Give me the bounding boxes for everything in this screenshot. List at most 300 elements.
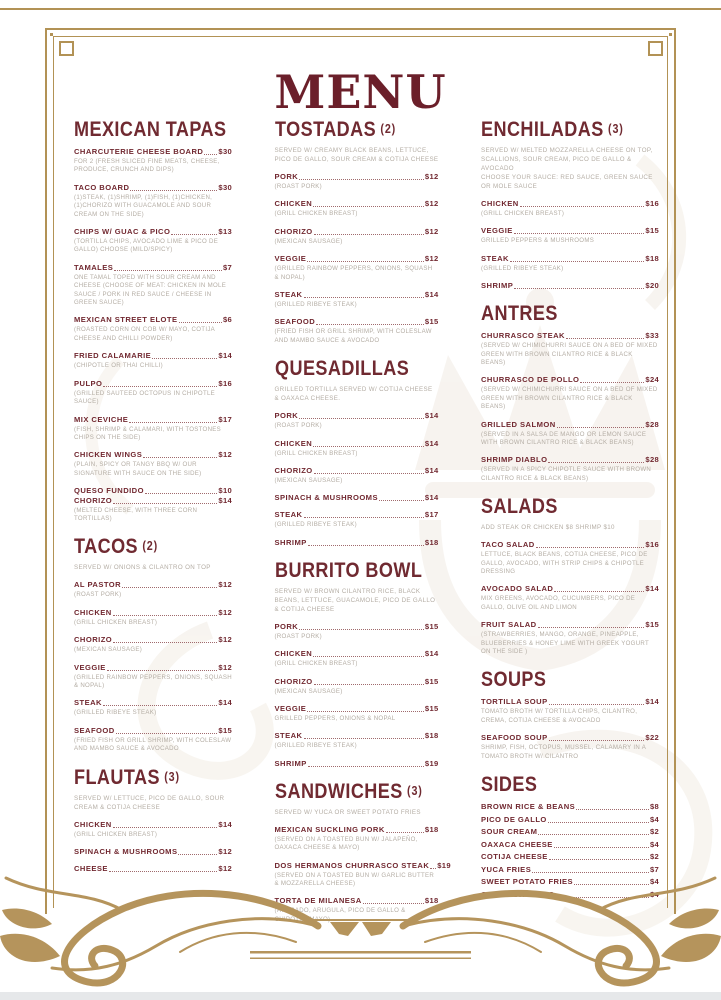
item-price: $12: [218, 607, 232, 617]
dotted-leader: [145, 493, 217, 494]
item-name: MEXICAN STREET ELOTE: [74, 315, 178, 325]
item-row: [74, 635, 232, 644]
dotted-leader: [549, 859, 649, 860]
menu-item-steak: [275, 731, 439, 750]
item-desc: (1)STEAK, (1)SHRIMP, (1)FISH, (1)CHICKEN, (1)CHORIZO WITH GUACAMOLE AND SOUR CREAM ON THE SIDE): [74, 193, 213, 218]
item-name: BROWN RICE & BEANS: [481, 802, 576, 812]
item-price: $13: [218, 227, 232, 237]
item-price: $15: [424, 676, 439, 686]
item-name: YUCA FRIES: [481, 864, 532, 874]
menu-item-chorizo: [275, 227, 439, 246]
item-row: [74, 379, 232, 388]
section-heading: [481, 302, 634, 326]
item-desc: (STRAWBERRIES, MANGO, ORANGE, PINEAPPLE, BLUEBERRIES & HONEY LIME WITH GREEK YOGURT ON THE SIDE ): [481, 631, 649, 656]
menu-item-chorizo: [74, 635, 232, 654]
dotted-leader: [129, 422, 217, 423]
item-price: $18: [645, 253, 659, 263]
menu-item-steak: [481, 254, 659, 273]
item-row: [481, 375, 659, 384]
item-name: AL PASTOR: [74, 580, 122, 590]
item-row: [74, 183, 232, 192]
item-price: $15: [218, 725, 232, 735]
menu-item-pork: [275, 411, 439, 430]
item-desc: (GRILL CHICKEN BREAST): [74, 618, 158, 626]
item-price: $15: [424, 703, 439, 713]
section-intro-line: GRILLED TORTILLA SERVED W/ COTIJA CHEESE & OAXACA CHEESE.: [274, 386, 433, 403]
item-row: [74, 315, 232, 324]
item-row: [275, 172, 439, 181]
menu-item-mix-ceviche: [74, 415, 232, 443]
item-name: PORK: [274, 171, 299, 181]
menu-item-tortilla-soup: [481, 697, 659, 725]
dotted-leader: [307, 261, 424, 262]
item-desc: (ROASTED CORN ON COB W/ MAYO, COTIJA CHEESE AND CHILLI POWDER): [74, 326, 215, 342]
item-row: [481, 540, 659, 549]
menu-item-pulpo: [74, 379, 232, 407]
menu-item-chicken: [275, 199, 439, 218]
item-price: $14: [424, 438, 439, 448]
item-price: $4: [649, 814, 659, 824]
dotted-leader: [143, 457, 217, 458]
section-count: (3): [406, 783, 423, 798]
dotted-leader: [313, 206, 424, 207]
item-name: CHORIZO: [74, 495, 113, 505]
menu-item-taco-board: [74, 183, 232, 219]
dotted-leader: [549, 704, 645, 705]
item-name: CHORIZO: [274, 676, 313, 686]
item-name: GRILLED SALMON: [481, 419, 556, 429]
section-heading: [274, 779, 423, 804]
menu-item-avocado-salad: [481, 584, 659, 612]
dotted-leader: [580, 382, 644, 383]
section-heading-text: SALADS: [481, 495, 558, 519]
menu-item-pork: [275, 172, 439, 191]
item-price: $2: [649, 852, 659, 862]
item-desc: (GRILL CHICKEN BREAST): [274, 660, 358, 668]
dotted-leader: [171, 234, 217, 235]
section-heading-text: TOSTADAS: [274, 118, 376, 141]
item-name: SHRIMP: [481, 281, 514, 291]
section-intro: [481, 524, 659, 533]
item-price: $12: [424, 254, 439, 264]
dotted-leader: [314, 234, 424, 235]
menu-item-steak: [275, 510, 439, 529]
menu-item-churrasco-steak: [481, 331, 659, 367]
item-name: STEAK: [274, 510, 303, 520]
section-antres: [481, 302, 659, 483]
item-name: CHICKEN: [481, 198, 519, 208]
item-price: $14: [424, 290, 439, 299]
item-row: [481, 331, 659, 340]
item-price: $20: [645, 281, 659, 291]
menu-item-chorizo: [74, 496, 232, 524]
section-intro-line: CHOOSE YOUR SAUCE: RED SAUCE, GREEN SAUCE OR MOLE SAUCE: [481, 173, 653, 190]
item-name: CHORIZO: [74, 635, 113, 645]
item-desc: (MEXICAN SAUSAGE): [74, 646, 143, 654]
item-name: CHICKEN: [74, 607, 112, 617]
dotted-leader: [554, 847, 649, 848]
item-name: PORK: [274, 411, 299, 421]
menu-item-chorizo: [275, 466, 439, 485]
item-row: [481, 840, 659, 849]
dotted-leader: [113, 503, 217, 504]
dotted-leader: [204, 154, 217, 155]
menu-item-grilled-salmon: [481, 420, 659, 448]
item-price: $19: [424, 758, 439, 768]
item-name: CORN TORTILLAS: [481, 889, 555, 899]
item-desc: (SERVED W/ CHIMICHURRI SAUCE ON A BED OF MIXED GREEN WITH BROWN CILANTRO RICE & BLACK BEANS): [481, 342, 658, 366]
section-intro-line: SERVED W/ CREAMY BLACK BEANS, LETTUCE, PICO DE GALLO, SOUR CREAM & COTIJA CHEESE: [274, 147, 439, 163]
item-price: $30: [218, 182, 232, 192]
item-row: [275, 622, 439, 631]
item-name: QUESO FUNDIDO: [74, 486, 144, 496]
item-name: CHICKEN: [274, 438, 313, 448]
bottom-flourish-ornament: [0, 871, 721, 992]
item-name: VEGGIE: [274, 703, 307, 713]
dotted-leader: [109, 871, 217, 872]
item-price: $16: [645, 198, 659, 208]
item-row: [74, 820, 232, 829]
menu-column-center: [274, 118, 451, 936]
item-name: CHARCUTERIE CHEESE BOARD: [74, 147, 204, 156]
menu-item-veggie: [275, 254, 439, 282]
dotted-leader: [510, 261, 644, 262]
item-price: $4: [649, 889, 659, 899]
item-row: [275, 466, 439, 475]
item-name: SWEET POTATO FRIES: [481, 877, 574, 887]
section-heading-text: FLAUTAS: [74, 765, 160, 789]
dotted-leader: [538, 834, 649, 835]
item-row: [275, 704, 439, 713]
dotted-leader: [386, 832, 424, 833]
item-row: [74, 351, 232, 360]
dotted-leader: [548, 822, 649, 823]
item-desc: (FRIED FISH OR GRILL SHRIMP, WITH COLESLAW AND MAMBO SAUCE & AVOCADO: [274, 328, 432, 344]
item-price: $18: [424, 731, 439, 741]
menu-item-tamales: [74, 263, 232, 308]
item-price: $14: [424, 649, 439, 659]
item-name: TACO BOARD: [74, 182, 130, 192]
item-name: CHICKEN: [74, 819, 112, 829]
menu-item-chicken: [74, 608, 232, 627]
item-desc: (MEXICAN SAUSAGE): [274, 477, 343, 484]
item-name: MIX CEVICHE: [74, 414, 129, 424]
menu-item-chips-w-guac-pico: [74, 227, 232, 255]
item-name: COTIJA CHEESE: [481, 852, 548, 862]
item-name: PULPO: [74, 378, 103, 388]
item-desc: (SERVED IN A SPICY CHIPOTLE SAUCE WITH BROWN CILANTRO RICE & BLACK BEANS): [481, 466, 652, 482]
dotted-leader: [536, 547, 645, 548]
dotted-leader: [554, 591, 644, 592]
section-intro-line: ADD STEAK OR CHICKEN $8 SHRIMP $10: [481, 524, 615, 532]
dotted-leader: [307, 711, 424, 712]
item-desc: (SERVED IN A SALSA DE MANGO OR LEMON SAUCE WITH BROWN CILANTRO RICE & BLACK BEANS): [481, 430, 647, 446]
item-price: $10: [218, 486, 232, 496]
menu-item-chicken-wings: [74, 450, 232, 478]
section-heading: [275, 118, 416, 142]
menu-item-seafood: [74, 726, 232, 754]
item-name: VEGGIE: [481, 226, 513, 236]
item-name: CHICKEN WINGS: [74, 450, 143, 460]
dotted-leader: [566, 338, 644, 339]
item-desc: (GRILLED RAINBOW PEPPERS, ONIONS, SQUASH & NOPAL): [274, 265, 433, 281]
item-desc: LETTUCE, BLACK BEANS, COTIJA CHEESE, PICO DE GALLO, AVOCADO, WITH STRIP CHIPS & CHIPOTLE DRESSING: [481, 551, 648, 575]
menu-item-shrimp-diablo: [481, 455, 659, 483]
section-heading: [481, 495, 634, 519]
item-desc: (AVOCADO, ARUGULA, PICO DE GALLO & CHIPOTLE MAYO): [274, 907, 406, 923]
item-price: $33: [645, 331, 659, 341]
item-price: $12: [218, 635, 232, 645]
item-price: $14: [218, 819, 232, 829]
item-desc: (GRILL CHICKEN BREAST): [274, 449, 358, 457]
dotted-leader: [103, 705, 217, 706]
item-price: $4: [649, 839, 659, 849]
dotted-leader: [299, 629, 424, 630]
item-name: DOS HERMANOS CHURRASCO STEAK: [274, 860, 430, 870]
dotted-leader: [304, 297, 424, 298]
section-mexican-tapas: [74, 118, 232, 523]
item-row: [481, 420, 659, 429]
item-name: TAMALES: [74, 262, 114, 272]
item-row: [74, 415, 232, 424]
left-scroll-flourish: [0, 878, 318, 983]
item-desc: (ROAST PORK): [274, 182, 323, 190]
section-intro: [74, 564, 232, 573]
menu-item-seafood-soup: [481, 733, 659, 761]
item-desc: (GRILLED RIBEYE STEAK): [274, 742, 357, 750]
dotted-leader: [113, 827, 218, 828]
item-desc: (SERVED ON A TOASTED BUN W/ GARLIC BUTTER & MOZZARELLA CHEESE): [274, 871, 435, 887]
item-desc: (MEXICAN SAUSAGE): [274, 687, 343, 695]
menu-item-sour-cream: [481, 827, 659, 836]
menu-item-pork: [275, 622, 439, 641]
section-intro: [275, 147, 439, 165]
menu-item-veggie: [481, 226, 659, 245]
item-name: MEXICAN SUCKLING PORK: [274, 824, 385, 834]
menu-item-fried-calamarie: [74, 351, 232, 370]
dotted-leader: [313, 446, 424, 447]
dotted-leader: [304, 517, 424, 518]
menu-item-charcuterie-cheese-board: [74, 147, 232, 175]
menu-item-pico-de-gallo: [481, 815, 659, 824]
section-intro: [275, 588, 439, 615]
item-name: CHIPS W/ GUAC & PICO: [74, 227, 171, 237]
item-row: [275, 649, 439, 658]
item-name: SPINACH & MUSHROOMS: [74, 847, 178, 857]
dotted-leader: [116, 733, 218, 734]
section-intro: [74, 795, 232, 813]
item-name: STEAK: [274, 731, 303, 741]
item-name: PICO DE GALLO: [481, 814, 547, 824]
dotted-leader: [576, 809, 649, 810]
item-row: [481, 697, 659, 706]
item-row: [74, 663, 232, 672]
dotted-leader: [152, 358, 217, 359]
item-price: $12: [218, 864, 232, 874]
item-desc: (GRILLED RIBEYE STEAK): [481, 264, 564, 272]
dotted-leader: [538, 627, 645, 628]
item-name: OAXACA CHEESE: [481, 839, 553, 849]
item-price: $16: [218, 378, 232, 388]
menu-columns: [74, 118, 659, 936]
section-heading: [275, 357, 416, 381]
dotted-leader: [430, 868, 436, 869]
item-name: CHICKEN: [274, 199, 313, 209]
section-enchiladas: [481, 118, 659, 290]
section-heading-text: BURRITO BOWL: [274, 558, 422, 582]
item-row: [74, 580, 232, 589]
item-price: $8: [649, 802, 659, 812]
item-price: $14: [424, 466, 439, 475]
item-name: CHICKEN: [274, 649, 313, 659]
item-row: [275, 199, 439, 208]
dotted-leader: [557, 427, 645, 428]
section-heading-text: MEXICAN TAPAS: [74, 118, 227, 141]
item-price: $28: [645, 455, 659, 465]
dotted-leader: [549, 740, 645, 741]
item-desc: (GRILLED RAINBOW PEPPERS, ONIONS, SQUASH & NOPAL): [74, 673, 232, 690]
page-edge-strip: [0, 992, 721, 1000]
section-heading-text: SIDES: [481, 773, 538, 797]
item-row: [275, 227, 439, 236]
section-heading: [274, 558, 422, 583]
top-gold-rule: [0, 8, 721, 10]
menu-item-chicken: [275, 649, 439, 668]
item-price: $18: [424, 824, 439, 834]
item-name: SHRIMP DIABLO: [481, 455, 548, 465]
section-count: (3): [164, 769, 180, 784]
item-price: $15: [424, 317, 439, 327]
item-row: [481, 584, 659, 593]
item-row: [481, 281, 659, 290]
item-name: SEAFOOD SOUP: [481, 733, 548, 743]
item-price: $14: [645, 697, 659, 707]
section-heading: [481, 668, 634, 692]
item-price: $12: [424, 171, 439, 181]
menu-item-yuca-fries: [481, 865, 659, 874]
item-row: [74, 263, 232, 272]
item-row: [275, 825, 439, 834]
item-row: [274, 860, 451, 870]
item-price: $12: [218, 450, 232, 460]
item-price: $14: [424, 493, 439, 503]
dotted-leader: [179, 322, 222, 323]
item-row: [481, 733, 659, 742]
section-intro: [481, 147, 659, 192]
item-row: [275, 510, 439, 519]
section-intro-line: SERVED W/ BROWN CILANTRO RICE, BLACK BEANS, LETTUCE, GUACAMOLE, PICO DE GALLO & COTIJA CHEESE: [274, 587, 436, 613]
right-scroll-flourish: [403, 878, 721, 983]
item-name: AVOCADO SALAD: [481, 584, 554, 594]
item-name: SHRIMP: [274, 537, 307, 547]
dotted-leader: [308, 545, 424, 546]
item-price: $17: [218, 414, 232, 424]
section-count: (2): [379, 122, 396, 136]
item-price: $12: [218, 847, 232, 857]
section-heading-text: SOUPS: [481, 668, 547, 692]
item-price: $14: [645, 584, 659, 594]
item-name: STEAK: [481, 253, 509, 263]
item-name: TORTILLA SOUP: [481, 697, 548, 707]
item-desc: (GRILLED RIBEYE STEAK): [274, 521, 357, 529]
item-desc: ONE TAMAL TOPED WITH SOUR CREAM AND CHEESE (CHOOSE OF MEAT: CHICKEN IN MOLE SAUCE / PORK IN RED SAUCE / CHEESE IN GREEN SAUCE): [74, 273, 227, 307]
item-desc: GRILLED PEPPERS, ONIONS & NOPAL: [274, 714, 396, 722]
item-price: $12: [218, 580, 232, 590]
item-price: $24: [645, 375, 659, 385]
section-heading: [481, 773, 634, 797]
item-desc: GRILLED PEPPERS & MUSHROOMS: [481, 237, 595, 245]
item-desc: TOMATO BROTH W/ TORTILLA CHIPS, CILANTRO, CREMA, COTIJA CHEESE & AVOCADO: [481, 708, 638, 724]
item-desc: (GRILL CHICKEN BREAST): [481, 209, 565, 217]
item-price: $22: [645, 733, 659, 743]
menu-item-oaxaca-cheese: [481, 840, 659, 849]
item-price: $18: [424, 537, 439, 547]
item-row: [481, 802, 659, 811]
dotted-leader: [122, 587, 217, 588]
menu-item-shrimp: [275, 759, 439, 768]
dotted-leader: [178, 854, 217, 855]
dotted-leader: [299, 179, 424, 180]
item-row: [481, 254, 659, 263]
menu-column-left: [74, 118, 232, 936]
item-name: STEAK: [274, 290, 303, 299]
corner-dot-left: [50, 33, 53, 36]
dotted-leader: [514, 288, 644, 289]
item-name: PORK: [274, 621, 299, 631]
section-salads: [481, 495, 659, 656]
item-row: [74, 608, 232, 617]
item-row: [74, 147, 232, 156]
item-row: [481, 865, 659, 874]
corner-square-right: [648, 41, 663, 56]
item-desc: (SERVED ON A TOASTED BUN W/ JALAPEÑO, OAXACA CHEESE & MAYO): [274, 835, 418, 852]
item-name: SOUR CREAM: [481, 827, 538, 837]
section-intro-line: SERVED W/ ONIONS & CILANTRO ON TOP: [74, 564, 211, 572]
item-row: [74, 726, 232, 735]
item-row: [74, 864, 232, 873]
menu-item-veggie: [74, 663, 232, 691]
item-row: [74, 847, 232, 856]
dotted-leader: [130, 190, 217, 191]
item-desc: (GRILLED RIBEYE STEAK): [274, 301, 357, 308]
menu-item-spinach-mushrooms: [275, 493, 439, 502]
section-heading-text: ENCHILADAS: [481, 118, 604, 141]
dotted-leader: [548, 462, 644, 463]
menu-item-chicken: [481, 199, 659, 218]
menu-item-steak: [275, 290, 439, 309]
section-heading-text: QUESADILLAS: [274, 357, 409, 381]
item-name: CHURRASCO DE POLLO: [481, 375, 580, 385]
menu-item-chorizo: [275, 677, 439, 696]
item-desc: (PLAIN, SPICY OR TANGY BBQ W/ OUR SIGNATURE WITH SAUCE ON THE SIDE): [74, 461, 202, 477]
item-price: $14: [218, 351, 232, 361]
section-flautas: [74, 766, 232, 873]
item-name: VEGGIE: [274, 254, 307, 264]
item-row: [275, 411, 439, 420]
item-name: FRUIT SALAD: [481, 620, 537, 630]
item-row: [481, 226, 659, 235]
item-row: [275, 290, 439, 299]
dotted-leader: [114, 270, 222, 271]
item-price: $12: [424, 226, 439, 236]
dotted-leader: [379, 500, 424, 501]
item-desc: (ROAST PORK): [274, 422, 323, 430]
item-row: [275, 439, 439, 448]
section-heading-text: TACOS: [74, 535, 139, 559]
menu-item-veggie: [275, 704, 439, 723]
item-desc: (TORTILLA CHIPS, AVOCADO LIME & PICO DE GALLO) CHOOSE (MILD/SPICY): [74, 238, 219, 254]
section-heading-text: ANTRES: [481, 302, 558, 326]
